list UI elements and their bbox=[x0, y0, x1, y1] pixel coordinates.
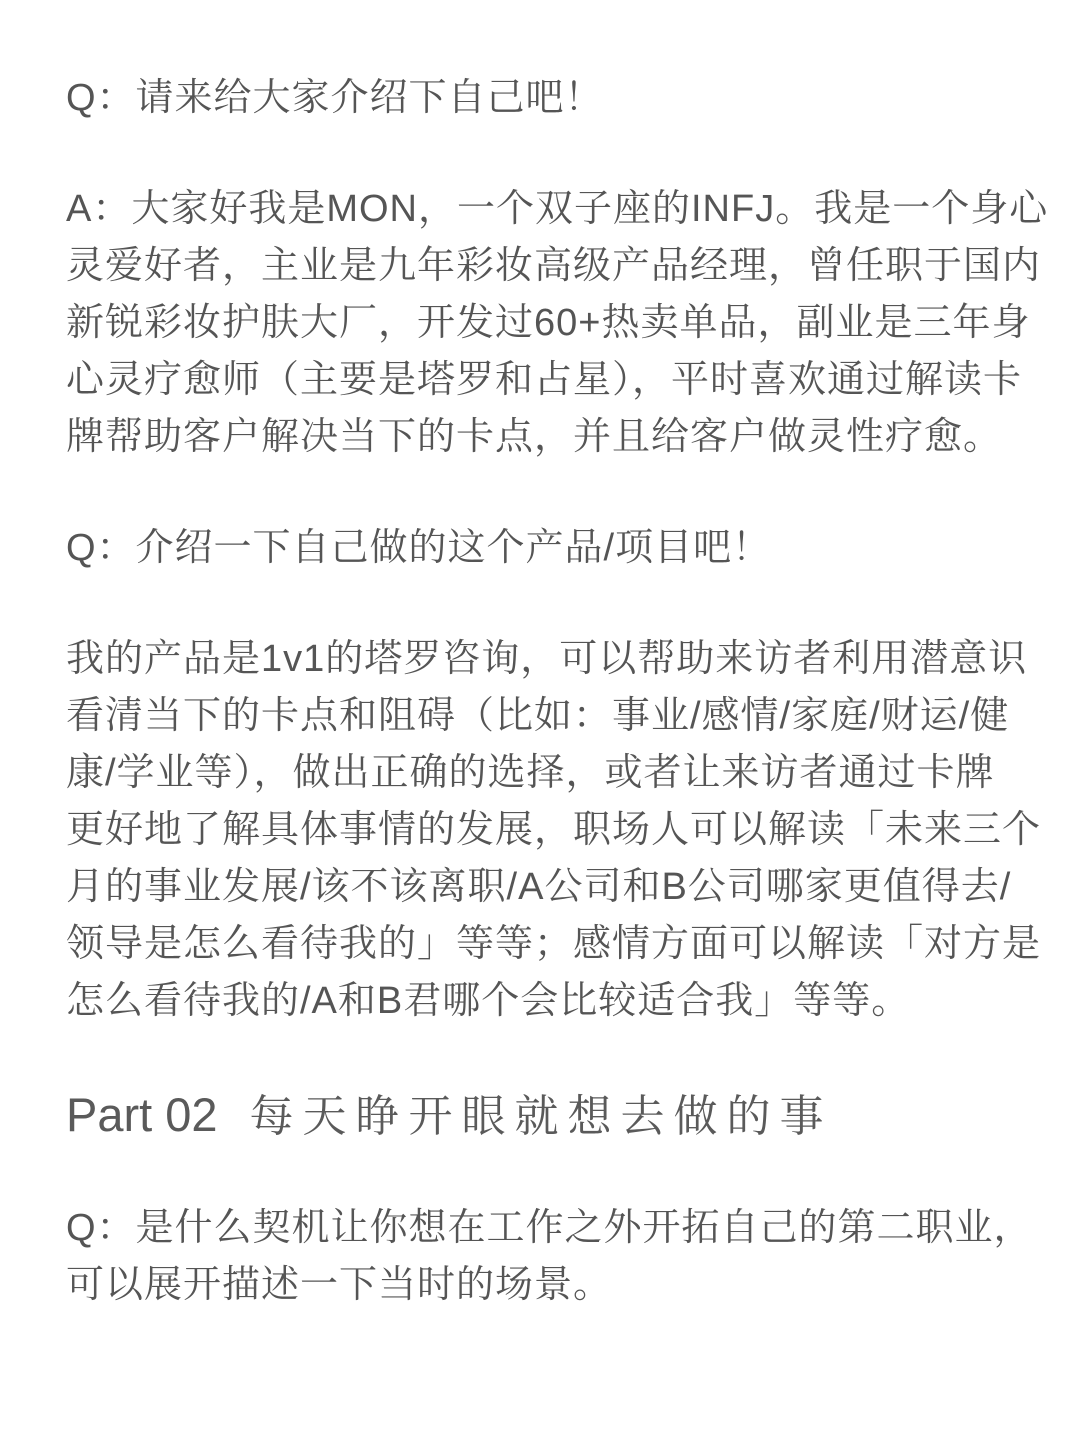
question-2 bbox=[66, 520, 1022, 577]
part-title: 每天睁开眼就想去做的事 bbox=[249, 1092, 833, 1141]
question-3-line: Q：是什么契机让你想在工作之外开拓自己的第二职业， bbox=[66, 1207, 1033, 1249]
answer-2-line: 康/学业等），做出正确的选择，或者让来访者通过卡牌 bbox=[66, 752, 995, 794]
answer-2-line: 月的事业发展/该不该离职/A公司和B公司哪家更值得去/ bbox=[66, 866, 1012, 908]
section-heading-part-02 bbox=[66, 1084, 1022, 1148]
answer-1-line: 灵爱好者，主业是九年彩妆高级产品经理，曾任职于国内 bbox=[66, 245, 1042, 287]
answer-2-line: 我的产品是1v1的塔罗咨询，可以帮助来访者利用潜意识 bbox=[66, 638, 1028, 680]
answer-2-line: 领导是怎么看待我的」等等；感情方面可以解读「对方是 bbox=[66, 923, 1042, 965]
answer-1-line: 牌帮助客户解决当下的卡点，并且给客户做灵性疗愈。 bbox=[66, 416, 1003, 458]
part-number-label: Part 02 bbox=[66, 1088, 218, 1141]
answer-2 bbox=[66, 631, 1042, 1030]
answer-1 bbox=[66, 181, 1049, 466]
answer-2-line: 怎么看待我的/A和B君哪个会比较适合我」等等。 bbox=[66, 980, 911, 1022]
question-1-text: Q：请来给大家介绍下自己吧！ bbox=[66, 77, 604, 119]
question-3-line: 可以展开描述一下当时的场景。 bbox=[66, 1264, 613, 1306]
answer-1-line: A：大家好我是MON，一个双子座的INFJ。我是一个身心 bbox=[66, 188, 1049, 230]
question-3 bbox=[66, 1200, 1033, 1314]
question-2-text: Q：介绍一下自己做的这个产品/项目吧！ bbox=[66, 527, 772, 569]
answer-2-line: 更好地了解具体事情的发展，职场人可以解读「未来三个 bbox=[66, 809, 1042, 851]
answer-1-line: 新锐彩妆护肤大厂，开发过60+热卖单品，副业是三年身 bbox=[66, 302, 1031, 344]
answer-2-line: 看清当下的卡点和阻碍（比如：事业/感情/家庭/财运/健 bbox=[66, 695, 1010, 737]
answer-1-line: 心灵疗愈师（主要是塔罗和占星），平时喜欢通过解读卡 bbox=[66, 359, 1023, 401]
question-1 bbox=[66, 70, 1022, 127]
